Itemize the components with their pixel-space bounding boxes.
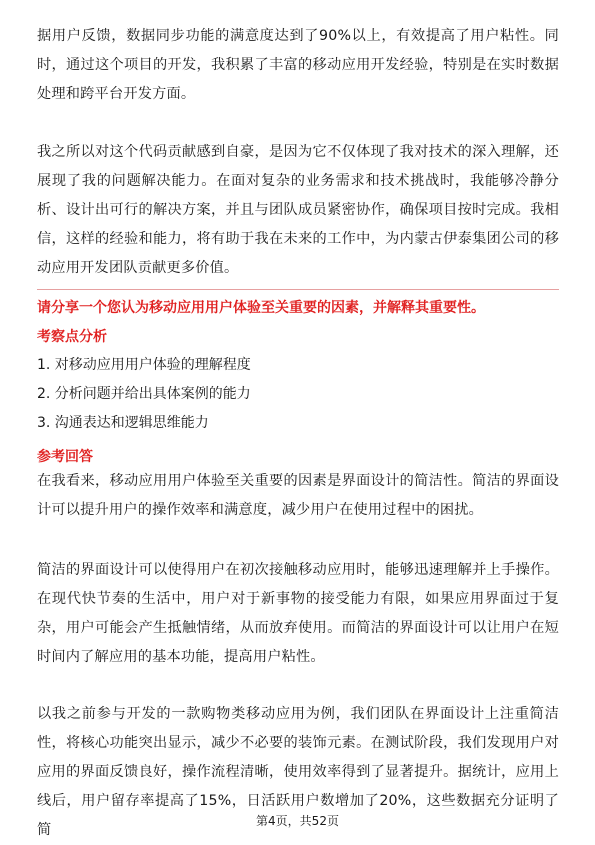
body-paragraph: 我之所以对这个代码贡献感到自豪，是因为它不仅体现了我对技术的深入理解，还展现了我的问题解决能力。在面对复杂的业务需求和技术挑战时，我能够冷静分析、设计出可行的解决方案，并且与团队成员紧密协作，确保项目按时完成。我相信，这样的经验和能力，将有助于我在未来的工作中，为内蒙古伊泰集团公司的移动应用开发团队贡献更多价值。 bbox=[37, 144, 559, 276]
page-number: 第4页，共52页 bbox=[256, 814, 339, 828]
analysis-item: 3. 沟通表达和逻辑思维能力 bbox=[37, 415, 209, 431]
section-divider bbox=[37, 289, 559, 290]
question-heading: 请分享一个您认为移动应用用户体验至关重要的因素，并解释其重要性。 bbox=[37, 300, 485, 316]
answer-paragraph: 简洁的界面设计可以使得用户在初次接触移动应用时，能够迅速理解并上手操作。在现代快节奏的生活中，用户对于新事物的接受能力有限，如果应用界面过于复杂，用户可能会产生抵触情绪，从而放弃使用。而简洁的界面设计可以让用户在短时间内了解应用的基本功能，提高用户粘性。 bbox=[37, 562, 559, 665]
answer-title: 参考回答 bbox=[37, 449, 93, 465]
analysis-title: 考察点分析 bbox=[37, 329, 107, 345]
analysis-item: 1. 对移动应用用户体验的理解程度 bbox=[37, 357, 251, 373]
body-paragraph: 据用户反馈，数据同步功能的满意度达到了90%以上，有效提高了用户粘性。同时，通过这个项目的开发，我积累了丰富的移动应用开发经验，特别是在实时数据处理和跨平台开发方面。 bbox=[37, 28, 559, 102]
analysis-item: 2. 分析问题并给出具体案例的能力 bbox=[37, 386, 251, 402]
answer-paragraph: 在我看来，移动应用用户体验至关重要的因素是界面设计的简洁性。简洁的界面设计可以提升用户的操作效率和满意度，减少用户在使用过程中的困扰。 bbox=[37, 473, 559, 518]
answer-paragraph: 以我之前参与开发的一款购物类移动应用为例，我们团队在界面设计上注重简洁性，将核心功能突出显示，减少不必要的装饰元素。在测试阶段，我们发现用户对应用的界面反馈良好，操作流程清晰，使用效率得到了显著提升。据统计，应用上线后，用户留存率提高了15%，日活跃用户数增加了20%，这些数据充分证明了简 bbox=[37, 706, 559, 838]
